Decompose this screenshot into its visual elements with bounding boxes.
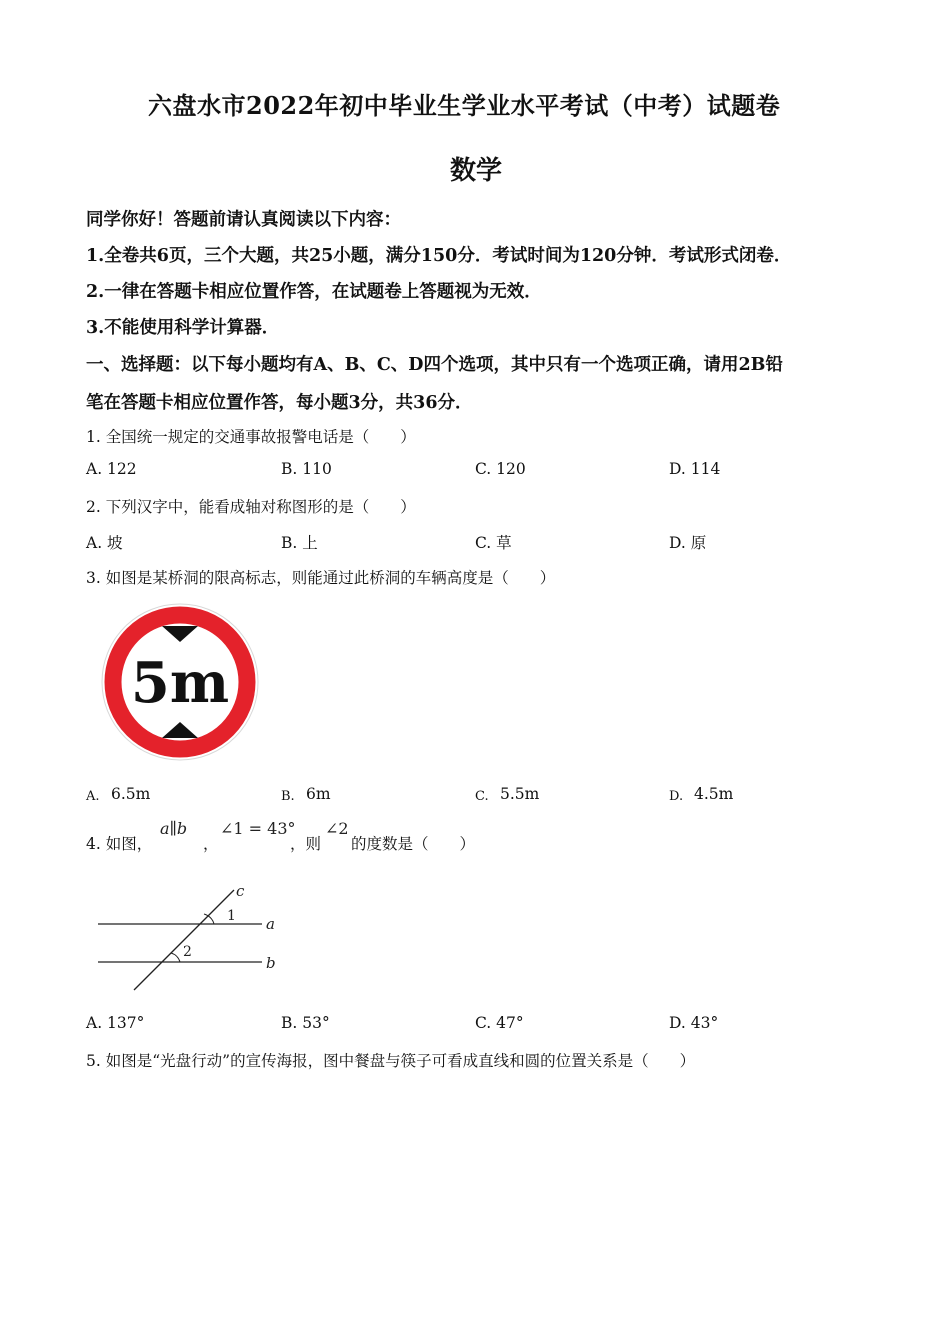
q2-option-d: D. 原 [669, 534, 707, 552]
instruction-item-2: 2.一律在答题卡相应位置作答，在试题卷上答题视为无效． [86, 282, 542, 302]
angle-2-arc [171, 953, 180, 962]
q4-suffix: 的度数是（ ） [351, 835, 476, 853]
question-2-text: 2. 下列汉字中，能看成轴对称图形的是（ ） [86, 498, 416, 516]
q2-option-b: B. 上 [281, 534, 318, 552]
question-3-text: 3. 如图是某桥洞的限高标志，则能通过此桥洞的车辆高度是（ ） [86, 569, 556, 587]
q4-option-a: A. 137° [86, 1014, 145, 1032]
instructions-greeting: 同学你好！答题前请认真阅读以下内容： [86, 210, 401, 230]
q3-option-d-value: 4.5m [694, 785, 734, 803]
q3-option-b-letter: B. [281, 789, 295, 804]
q3-option-b-value: 6m [306, 785, 331, 803]
q4-separator: ， [203, 835, 219, 853]
q1-option-c: C. 120 [475, 460, 526, 478]
q4-option-c: C. 47° [475, 1014, 524, 1032]
q4-option-d: D. 43° [669, 1014, 719, 1032]
transversal-c [134, 890, 234, 990]
question-4-prefix: 4. 如图， [86, 835, 153, 853]
q4-parallel-expression: a∥b [160, 819, 188, 838]
q4-option-b: B. 53° [281, 1014, 330, 1032]
section-heading-line-2: 笔在答题卡相应位置作答，每小题3分，共36分． [86, 393, 473, 413]
subject-title: 数学 [450, 156, 503, 186]
q4-angle1-expression: ∠1 = 43° [220, 819, 296, 838]
q4-mid-text: ，则 [290, 835, 322, 853]
parallel-lines-figure [90, 876, 290, 1001]
q1-option-b: B. 110 [281, 460, 332, 478]
label-b: b [266, 954, 276, 972]
section-heading-line-1: 一、选择题：以下每小题均有A、B、C、D四个选项，其中只有一个选项正确，请用2B铅 [86, 355, 783, 375]
q4-angle2-expression: ∠2 [325, 819, 349, 838]
q2-option-a: A. 坡 [86, 534, 123, 552]
label-angle-1: 1 [227, 908, 236, 924]
question-5-text: 5. 如图是“光盘行动”的宣传海报，图中餐盘与筷子可看成直线和圆的位置关系是（ ） [86, 1052, 696, 1070]
q2-option-c: C. 草 [475, 534, 512, 552]
question-1-text: 1. 全国统一规定的交通事故报警电话是（ ） [86, 428, 416, 446]
q3-option-a-value: 6.5m [111, 785, 151, 803]
instruction-item-1: 1.全卷共6页，三个大题，共25小题，满分150分．考试时间为120分钟．考试形式闭卷． [86, 246, 792, 266]
instruction-item-3: 3.不能使用科学计算器． [86, 318, 280, 338]
height-limit-sign [100, 602, 260, 762]
q1-option-d: D. 114 [669, 460, 721, 478]
q3-option-c-value: 5.5m [500, 785, 540, 803]
q3-option-a-letter: A. [86, 789, 100, 804]
q3-option-d-letter: D. [669, 789, 684, 804]
label-c: c [236, 882, 245, 900]
label-angle-2: 2 [183, 944, 192, 960]
page-title: 六盘水市2022年初中毕业生学业水平考试（中考）试题卷 [148, 91, 781, 120]
sign-label: 5m [130, 650, 230, 716]
q3-option-c-letter: C. [475, 789, 489, 804]
q1-option-a: A. 122 [86, 460, 137, 478]
label-a: a [266, 915, 275, 933]
